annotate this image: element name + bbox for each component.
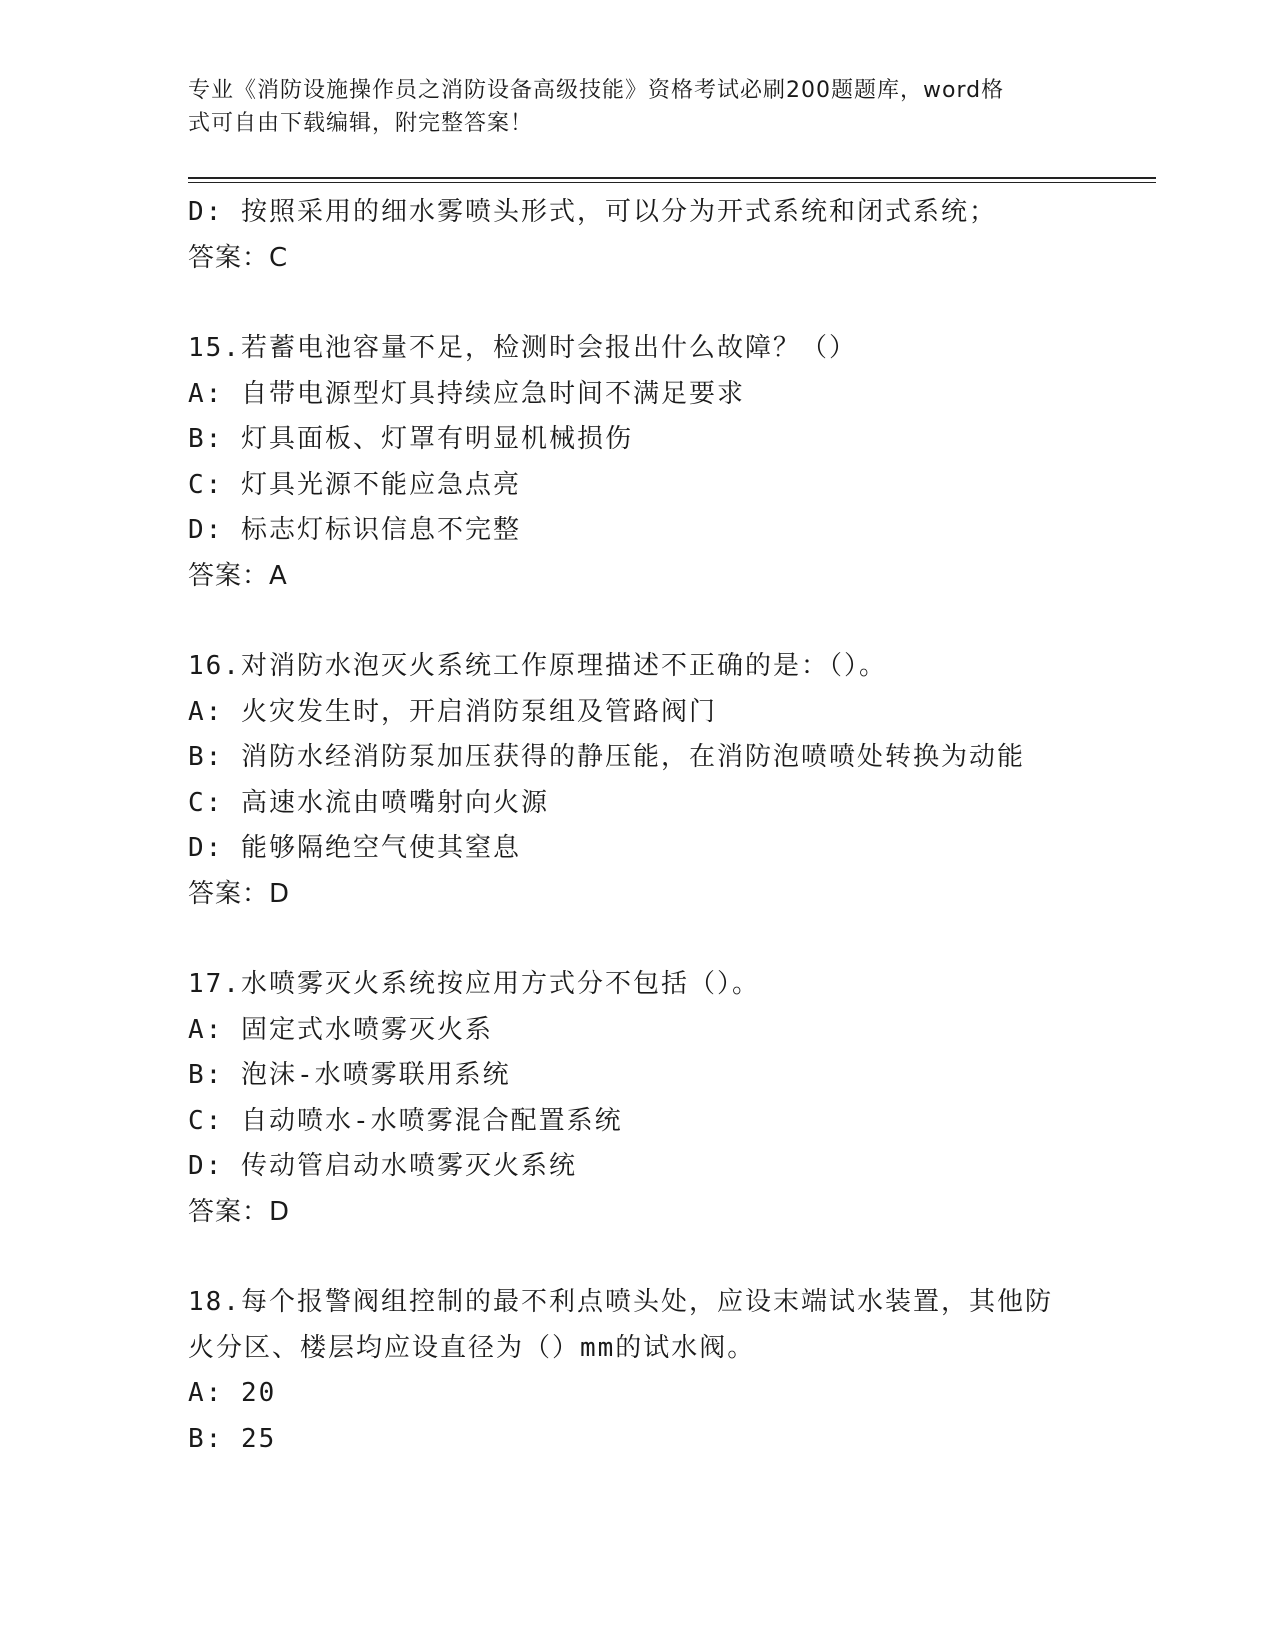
q14-option-d: D: 按照采用的细水雾喷头形式，可以分为开式系统和闭式系统； xyxy=(188,197,997,227)
question-15 xyxy=(188,326,1088,599)
option-a: A: 自带电源型灯具持续应急时间不满足要求 xyxy=(188,378,745,409)
document-header xyxy=(188,74,1068,140)
question-16 xyxy=(188,644,1088,917)
option-b: B: 25 xyxy=(188,1423,277,1454)
option-b: B: 灯具面板、灯罩有明显机械损伤 xyxy=(188,424,633,454)
option-a: A: 火灾发生时，开启消防泵组及管路阀门 xyxy=(188,696,717,727)
question-17 xyxy=(188,962,1088,1235)
option-d: D: 标志灯标识信息不完整 xyxy=(188,515,521,545)
option-b: B: 消防水经消防泵加压获得的静压能，在消防泡喷喷处转换为动能 xyxy=(188,742,1025,772)
header-title-line-1: 专业《消防设施操作员之消防设备高级技能》资格考试必刷200题题库，word格 xyxy=(188,78,1005,103)
question-stem: 15.若蓄电池容量不足，检测时会报出什么故障？（） xyxy=(188,333,857,363)
q14-answer: 答案：C xyxy=(188,242,289,273)
question-stem-line-2: 火分区、楼层均应设直径为（）mm的试水阀。 xyxy=(188,1332,756,1363)
spacer xyxy=(188,1235,1088,1280)
question-stem-line-1: 18.每个报警阀组控制的最不利点喷头处，应设末端试水装置，其他防 xyxy=(188,1287,1053,1317)
header-divider-thin xyxy=(188,182,1156,183)
spacer xyxy=(188,281,1088,326)
option-d: D: 能够隔绝空气使其窒息 xyxy=(188,833,521,863)
option-c: C: 高速水流由喷嘴射向火源 xyxy=(188,787,549,818)
option-a: A: 固定式水喷雾灭火系 xyxy=(188,1014,493,1045)
question-answer: 答案：D xyxy=(188,878,291,909)
option-b: B: 泡沫-水喷雾联用系统 xyxy=(188,1060,511,1090)
option-c: C: 自动喷水-水喷雾混合配置系统 xyxy=(188,1105,623,1136)
question-18 xyxy=(188,1280,1088,1462)
spacer xyxy=(188,917,1088,962)
question-stem: 17.水喷雾灭火系统按应用方式分不包括（）。 xyxy=(188,969,760,999)
question-stem: 16.对消防水泡灭火系统工作原理描述不正确的是：（）。 xyxy=(188,651,887,681)
question-list xyxy=(188,190,1088,1462)
option-a: A: 20 xyxy=(188,1378,277,1408)
header-divider-thick xyxy=(188,177,1156,179)
spacer xyxy=(188,599,1088,644)
option-d: D: 传动管启动水喷雾灭火系统 xyxy=(188,1151,577,1181)
option-c: C: 灯具光源不能应急点亮 xyxy=(188,469,521,500)
header-title-line-2: 式可自由下载编辑，附完整答案！ xyxy=(188,111,534,136)
question-answer: 答案：A xyxy=(188,560,288,591)
question-answer: 答案：D xyxy=(188,1196,291,1227)
